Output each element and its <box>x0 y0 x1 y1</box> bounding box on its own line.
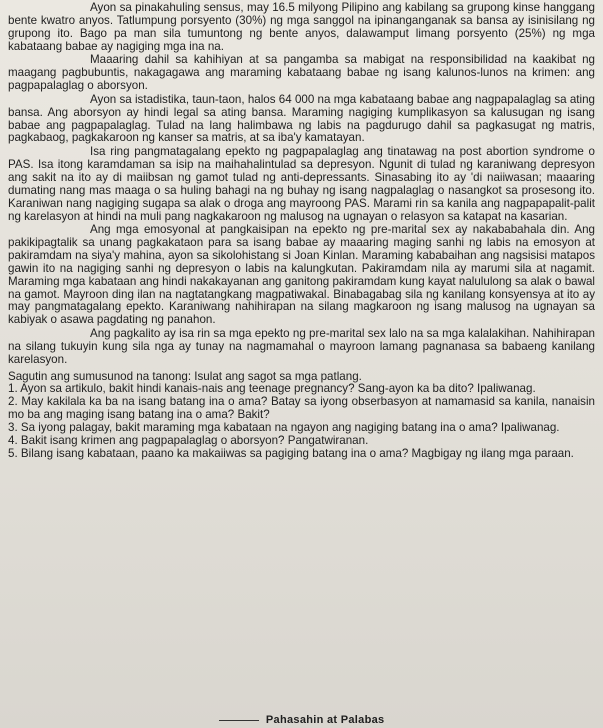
paragraph-pas: Isa ring pangmatagalang epekto ng pagpapalaglag ang tinatawag na post abortion syndrome o PAS. Isa itong karamdaman sa isip na maihahalintulad sa depresyon. Ngunit di tulad ng karaniwang depresyon ang sakit na ito ay di maiibsan ng gamot tulad ng anti-depressants. Sinasabing ito ay 'di naiiwasan; maaaring dumating nang mas maaga o sa huling bahagi na ng buhay ng isang nagpalaglag o nasangkot sa prosesong ito. Karaniwan nang nagiging sugapa sa alak o droga ang mayroong PAS. Marami rin sa kanila ang nagpapapalit-palit ng karelasyon at hindi na muli pang nagkakaroon ng malusog na ugnayan o relasyon sa katapat na kasarian. <box>8 145 595 223</box>
question-item: 4. Bakit isang krimen ang pagpapalaglag o aborsyon? Pangatwiranan. <box>8 433 369 447</box>
paragraph-confusion: Ang pagkalito ay isa rin sa mga epekto ng pre-marital sex lalo na sa mga kalalakihan. Nahihirapan na silang tukuyin kung sila nga ay tunay na nagmamahal o mayroon lamang pagnanasa sa babaeng kanilang karelasyon. <box>8 327 595 366</box>
page-footer <box>0 714 603 726</box>
questions-instruction: Sagutin ang sumusunod na tanong: Isulat ang sagot sa mga patlang. <box>8 369 362 383</box>
footer-rule <box>219 720 259 721</box>
paragraph-census: Ayon sa pinakahuling sensus, may 16.5 milyong Pilipino ang kabilang sa grupong kinse hanggang bente kwatro anyos. Tatlumpung porsyento (30%) ng mga sanggol na ipinanganganak sa bansa ay isinisilang ng grupong ito. Bago pa man sila tumuntong ng bente anyos, dalawamput limang porsyento (25%) ng mga kabataang babae ay nagiging mga ina na. <box>8 1 595 53</box>
paragraph-abortion-intro: Maaaring dahil sa kahihiyan at sa pangamba sa mabigat na responsibilidad na kaakibat ng maagang pagbubuntis, nakagagawa ang maraming kabataang babae ng isang kalunos-lunos na krimen: ang pagpapalaglag o aborsyon. <box>8 53 595 93</box>
question-list <box>8 383 595 460</box>
question-item: 3. Sa iyong palagay, bakit maraming mga kabataan na ngayon ang nagiging batang ina o ama? Ipaliwanag. <box>8 421 560 434</box>
footer-title: Pahasahin at Palabas <box>265 714 385 726</box>
article-body <box>8 2 595 367</box>
question-item: 2. May kakilala ka ba na isang batang ina o ama? Batay sa iyong obserbasyon at namamasid sa kanila, nanaisin mo ba ang maging isang batang ina o ama? Bakit? <box>8 395 595 422</box>
paragraph-statistics: Ayon sa istadistika, taun-taon, halos 64 000 na mga kabataang babae ang nagpapalaglag sa ating bansa. Ang aborsyon ay hindi legal sa ating bansa. Maraming nagiging kumplikasyon sa kalusugan ng isang babae ang pagpapalaglag. Tulad na lang halimbawa ng labis na pagdurugo dahil sa pagkasugat ng matris, pagkabaog, pagkakaroon ng kanser sa matris, at sa iba'y kamatayan. <box>8 92 595 145</box>
question-item: 1. Ayon sa artikulo, bakit hindi kanais-nais ang teenage pregnancy? Sang-ayon ka ba dito? Ipaliwanag. <box>8 382 536 396</box>
paragraph-emotional-effects: Ang mga emosyonal at pangkaisipan na epekto ng pre-marital sex ay nakababahala din. Ang pakikipagtalik sa unang pagkakataon para sa isang babae ay maaaring maging sanhi ng labis na emosyon at pakiramdam na siya'y mahina, ayon sa sikolohistang si Joan Kinlan. Maraming kababaihan ang nagsisisi matapos gawin ito na nagiging sanhi ng depresyon o labis na kalungkutan. Pakiramdam nila ay marumi sila at nagamit. Maraming mga kabataan ang hindi nakakayanan ang ganitong pakiramdam kung kayat nalululong sa alak o bawal na gamot. Mayroon ding ilan na nagtatangkang magpatiwakal. Binabagabag sila ng kanilang konsyensya at ito ay may pangmatagalang epekto. Karaniwang nahihirapan na silang magkaroon ng isang malusog na ugnayan sa kabiyak o asawa pagdating ng panahon. <box>8 223 595 327</box>
question-item: 5. Bilang isang kabataan, paano ka makaiiwas sa pagiging batang ina o ama? Magbigay ng ilang mga paraan. <box>8 446 574 460</box>
